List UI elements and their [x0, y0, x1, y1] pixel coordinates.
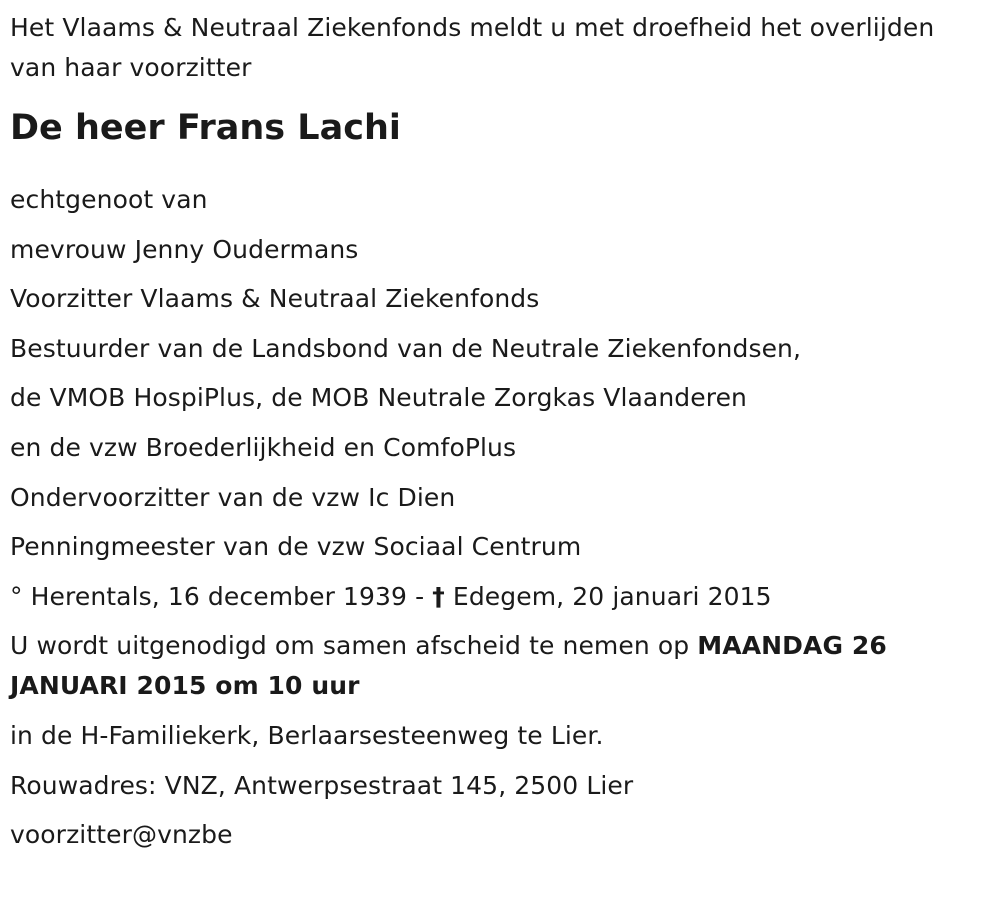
- cross-icon: †: [432, 581, 445, 611]
- role-line-5: Ondervoorzitter van de vzw Ic Dien: [10, 482, 456, 512]
- role-line-6: Penningmeester van de vzw Sociaal Centrum: [10, 532, 582, 562]
- birth-death-line: [10, 577, 990, 617]
- role-line-3: de VMOB HospiPlus, de MOB Neutrale Zorgkas Vlaanderen: [10, 383, 748, 413]
- spouse-label: echtgenoot van: [10, 185, 208, 214]
- email-line: voorzitter@vnzbe: [10, 820, 233, 850]
- role-line-4: en de vzw Broederlijkheid en ComfoPlus: [10, 432, 517, 462]
- role-line-2: Bestuurder van de Landsbond van de Neutrale Ziekenfondsen,: [10, 333, 802, 363]
- intro-text: [10, 8, 990, 88]
- address-line: Rouwadres: VNZ, Antwerpsestraat 145, 2500 Lier: [10, 770, 634, 800]
- intro-line-2: van haar voorzitter: [10, 53, 252, 82]
- birth-text: ° Herentals, 16 december 1939 -: [10, 581, 433, 611]
- invitation-date-part-2: JANUARI 2015 om 10 uur: [10, 671, 360, 701]
- invitation-line: [10, 626, 990, 706]
- deceased-name: De heer Frans Lachi: [10, 108, 401, 148]
- role-line-1: Voorzitter Vlaams & Neutraal Ziekenfonds: [10, 284, 540, 314]
- invitation-text: U wordt uitgenodigd om samen afscheid te nemen op: [10, 631, 698, 661]
- spouse-name: mevrouw Jenny Oudermans: [10, 234, 359, 264]
- location-line: in de H-Familiekerk, Berlaarsesteenweg te Lier.: [10, 720, 604, 750]
- death-text: Edegem, 20 januari 2015: [444, 581, 772, 611]
- details-section: [10, 180, 990, 855]
- invitation-date-part-1: MAANDAG 26: [697, 631, 887, 661]
- intro-line-1: Het Vlaams & Neutraal Ziekenfonds meldt u met droefheid het overlijden: [10, 13, 935, 42]
